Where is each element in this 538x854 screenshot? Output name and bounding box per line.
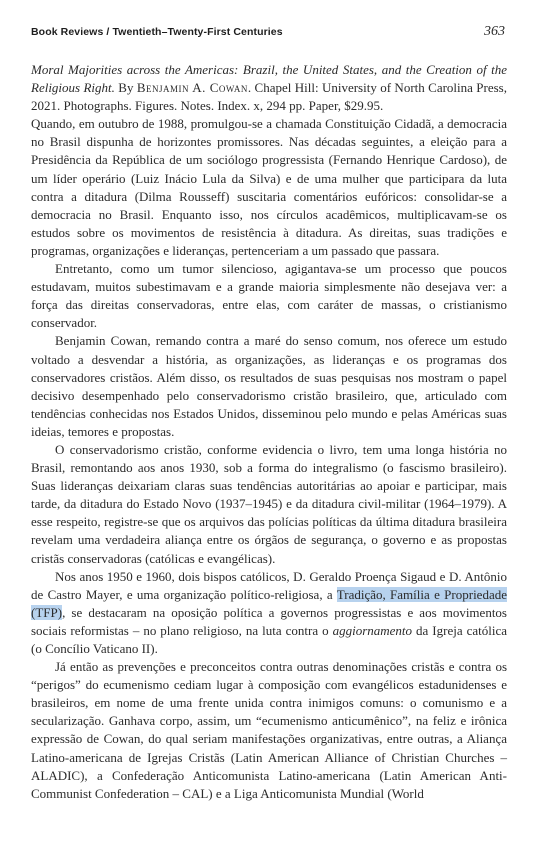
book-title: Moral Majorities across the Americas: Brazil, the United States, and the Creation of the Religious Right. — [31, 62, 507, 96]
running-head: Book Reviews / Twentieth–Twenty-First Centuries — [31, 26, 283, 38]
review-body — [31, 61, 507, 803]
paragraph-2: Entretanto, como um tumor silencioso, agigantava-se um processo que poucos estudavam, muitos subestimavam e a grande maioria simplesmente não desejava ver: a força das direitas conservadoras, entre elas, com caráter de massas, o cristianismo conservador. — [31, 261, 507, 331]
page-number: 363 — [484, 24, 505, 39]
paragraph-5-text-a: Nos anos 1950 e 1960, dois bispos católicos, D. Geraldo Proença Sigaud e D. Antônio de Castro Mayer, e uma organização político-religiosa, a — [31, 568, 507, 602]
book-author: Benjamin A. Cowan — [136, 80, 248, 96]
paragraph-5 — [31, 568, 507, 658]
highlighted-text[interactable]: Tradição, Família e Propriedade (TFP) — [31, 586, 507, 620]
paragraph-5-text-b: , se destacaram na oposição política a governos progressistas e aos movimentos sociais reformistas – no plano religioso, na luta contra o — [31, 604, 507, 638]
italic-term: aggiornamento — [332, 622, 413, 638]
paragraph-5-text-c: da Igreja católica (o Concílio Vaticano II). — [31, 622, 507, 656]
citation-by: By — [118, 80, 134, 96]
paragraph-1: Quando, em outubro de 1988, promulgou-se a chamada Constituição Cidadã, a democracia no Brasil dispunha de horizontes promissores. Nas décadas seguintes, a eleição para a Presidência da República de um sociólogo progressista (Fernando Henrique Cardoso), de um líder operário (Luiz Inácio Lula da Silva) e de uma mulher que participara da luta contra a ditadura (Dilma Rousseff) suscitaria comentários eufóricos: consolidar-se a democracia no Brasil. Enquanto isso, nos círculos acadêmicos, multiplicavam-se os estudos sobre os movimentos de resistência à ditadura. As direitas, suas tradições e programas, organizações e lideranças, pertenceriam a um passado que passara. — [31, 116, 507, 258]
paragraph-3: Benjamin Cowan, remando contra a maré do senso comum, nos oferece um estudo voltado a desvendar a história, as organizações, as lideranças e os programas dos conservadores cristãos. Além disso, os resultados de suas pesquisas nos mostram o papel decisivo desempenhado pelo conservadorismo cristão brasileiro, que, articulado com tendências conhecidas nos Estados Unidos, disseminou pelo mundo e pelas Américas suas ideias, temores e propostas. — [31, 333, 507, 439]
paragraph-4: O conservadorismo cristão, conforme evidencia o livro, tem uma longa história no Brasil, remontando aos anos 1930, sob a forma do integralismo (o fascismo brasileiro). Suas lideranças deixariam claras suas tendências autoritárias ao apoiar e participar, mais tarde, da ditadura do Estado Novo (1937–1945) e da ditadura civil-militar (1964–1979). A esse respeito, registre-se que os arquivos das polícias políticas da última ditadura brasileira revelam uma verdadeira aliança entre os órgãos de segurança, o governo e as propostas cristãs conservadoras (católicas e evangélicas). — [31, 441, 507, 566]
citation-details: . Chapel Hill: University of North Carolina Press, 2021. Photographs. Figures. Notes. Index. x, 294 pp. Paper, $29.95. — [31, 80, 507, 114]
page-header — [31, 24, 507, 44]
paragraph-6: Já então as prevenções e preconceitos contra outras denominações cristãs e contra os “perigos” do ecumenismo cediam lugar à composição com evangélicos estadunidenses e brasileiros, em nome de uma frente unida contra inimigos comuns: o comunismo e a secularização. Ganhava corpo, assim, um “ecumenismo anticumênico”, na feliz e irônica expressão de Cowan, do qual seriam manifestações organizativas, entre outras, a Aliança Latino-americana de Igrejas Cristãs (Latin American Alliance of Christian Churches – ALADIC), a Confederação Anticomunista Latino-americana (Latin American Anti-Communist Confederation – CAL) e a Liga Anticomunista Mundial (World — [31, 659, 507, 801]
book-citation — [31, 61, 507, 115]
